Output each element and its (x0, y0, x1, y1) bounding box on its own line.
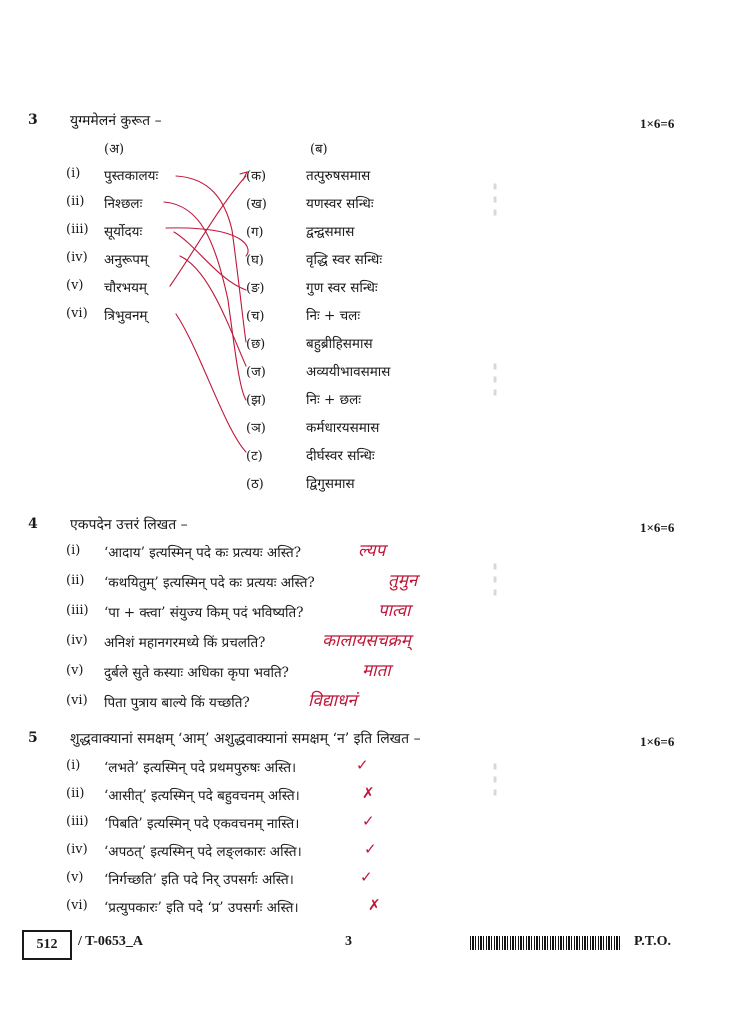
q5-item-text: ‘लभते’ इत्यस्मिन् पदे प्रथमपुरुषः अस्ति। (104, 760, 297, 776)
left-item-text: पुस्तकालयः (104, 168, 159, 184)
left-item-label: (i) (66, 166, 81, 181)
q5-handwritten-mark: ✗ (368, 896, 381, 914)
q3-marks: 1×6=6 (640, 116, 675, 131)
q5-item-text: ‘निर्गच्छति’ इति पदे निर् उपसर्गः अस्ति। (104, 872, 294, 888)
q5-item-label: (i) (66, 758, 81, 773)
q4-handwritten-answer: ल्यप (358, 541, 386, 561)
right-item-label: (ञ) (246, 421, 266, 436)
right-item-label: (क) (246, 169, 267, 184)
q4-handwritten-answer: पात्वा (378, 601, 411, 621)
q4-item-text: अनिशं महानगरमध्ये किं प्रचलति? (104, 635, 266, 651)
left-item-label: (iii) (66, 222, 89, 237)
q4-item-text: ‘आदाय’ इत्यस्मिन् पदे कः प्रत्ययः अस्ति? (104, 545, 301, 561)
q5-marks: 1×6=6 (640, 734, 675, 749)
q4-item-text: ‘कथयितुम्’ इत्यस्मिन् पदे कः प्रत्ययः अस्ति? (104, 575, 315, 591)
q4-number: 4 (28, 516, 38, 532)
q5-item-text: ‘पिबति’ इत्यस्मिन् पदे एकवचनम् नास्ति। (104, 816, 300, 832)
q4-item-label: (i) (66, 543, 81, 558)
q5-item-text: ‘प्रत्युपकारः’ इति पदे ‘प्र’ उपसर्गः अस्ति। (104, 900, 299, 916)
q5-handwritten-mark: ✓ (364, 840, 377, 858)
q4-handwritten-answer: विद्याधनं (308, 691, 357, 711)
q5-handwritten-mark: ✓ (356, 756, 369, 774)
q5-item-text: ‘अपठत्’ इत्यस्मिन् पदे लङ्लकारः अस्ति। (104, 844, 302, 860)
match-line-vi (176, 314, 246, 452)
right-item-text: निः + चलः (306, 308, 361, 324)
bleed-through-mark: ▮ ▮ ▮ (492, 181, 499, 218)
right-item-text: बहुब्रीहिसमास (306, 336, 373, 352)
match-line-iii (166, 228, 248, 256)
q4-item-text: ‘पा + क्त्वा’ संयुज्य किम् पदं भविष्यति? (104, 605, 304, 621)
right-item-text: तत्पुरुषसमास (306, 168, 371, 184)
bleed-through-mark: ▮ ▮ ▮ (492, 361, 499, 398)
q3-title: युग्ममेलनं कुरूत – (70, 113, 162, 129)
right-item-label: (ज) (246, 365, 266, 380)
footer-paper-code: / T-0653_A (78, 934, 143, 949)
left-item-label: (vi) (66, 306, 88, 321)
right-item-label: (घ) (246, 253, 264, 268)
right-item-text: दीर्घस्वर सन्धिः (306, 448, 375, 464)
right-item-text: द्वन्द्वसमास (306, 224, 355, 240)
right-item-text: कर्मधारयसमास (306, 420, 380, 436)
left-item-text: निश्छलः (104, 196, 143, 212)
right-item-text: वृद्धि स्वर सन्धिः (306, 252, 383, 268)
left-item-text: त्रिभुवनम् (104, 308, 148, 324)
left-item-text: चौरभयम् (104, 280, 147, 296)
q4-handwritten-answer: कालायसचक्रम् (322, 631, 411, 651)
footer-pto: P.T.O. (634, 934, 671, 949)
right-item-label: (छ) (246, 337, 266, 352)
match-line-iv (180, 256, 246, 366)
q5-number: 5 (28, 730, 38, 746)
q5-item-label: (iii) (66, 814, 89, 829)
right-item-text: अव्ययीभावसमास (306, 364, 391, 380)
q5-item-label: (iv) (66, 842, 88, 857)
right-item-text: गुण स्वर सन्धिः (306, 280, 378, 296)
match-line-extra (174, 232, 246, 290)
q3-col-b-head: (ब) (310, 142, 328, 157)
q5-item-text: ‘आसीत्’ इत्यस्मिन् पदे बहुवचनम् अस्ति। (104, 788, 300, 804)
right-item-label: (ग) (246, 225, 264, 240)
right-item-text: निः + छलः (306, 392, 361, 408)
right-item-label: (ख) (246, 197, 267, 212)
match-line-ii (164, 202, 246, 400)
right-item-text: द्विगुसमास (306, 476, 355, 492)
q4-handwritten-answer: माता (362, 661, 391, 681)
q4-handwritten-answer: तुमुन (388, 571, 418, 591)
q4-item-label: (vi) (66, 693, 88, 708)
q5-item-label: (v) (66, 870, 84, 885)
q4-item-label: (iii) (66, 603, 89, 618)
q5-handwritten-mark: ✓ (360, 868, 373, 886)
right-item-label: (च) (246, 309, 265, 324)
q4-item-label: (iv) (66, 633, 88, 648)
q3-col-a-head: (अ) (104, 142, 125, 157)
q5-item-label: (vi) (66, 898, 88, 913)
right-item-label: (ठ) (246, 477, 264, 492)
barcode (470, 936, 620, 950)
q5-item-label: (ii) (66, 786, 85, 801)
right-item-label: (ट) (246, 449, 263, 464)
q4-marks: 1×6=6 (640, 520, 675, 535)
q4-title: एकपदेन उत्तरं लिखत – (70, 517, 188, 533)
bleed-through-mark: ▮ ▮ ▮ (492, 761, 499, 798)
q4-item-text: दुर्बले सुते कस्याः अधिका कृपा भवति? (104, 665, 289, 681)
left-item-text: अनुरूपम् (104, 252, 149, 268)
right-item-label: (ङ) (246, 281, 265, 296)
right-item-text: यणस्वर सन्धिः (306, 196, 374, 212)
footer-page-box: 512 (22, 930, 72, 960)
left-item-text: सूर्योदयः (104, 224, 143, 240)
q5-handwritten-mark: ✗ (362, 784, 375, 802)
q3-number: 3 (28, 112, 38, 128)
left-item-label: (ii) (66, 194, 85, 209)
bleed-through-mark: ▮ ▮ ▮ (492, 561, 499, 598)
match-line-v (170, 176, 246, 286)
q4-item-label: (v) (66, 663, 84, 678)
q5-title: शुद्धवाक्यानां समक्षम् ‘आम्’ अशुद्धवाक्यानां समक्षम् ‘न’ इति लिखत – (70, 731, 421, 747)
right-item-label: (झ) (246, 393, 266, 408)
left-item-label: (v) (66, 278, 84, 293)
q5-handwritten-mark: ✓ (362, 812, 375, 830)
q4-item-label: (ii) (66, 573, 85, 588)
left-item-label: (iv) (66, 250, 88, 265)
q4-item-text: पिता पुत्राय बाल्ये किं यच्छति? (104, 695, 250, 711)
match-line-i (176, 176, 246, 342)
footer-page-number: 3 (345, 934, 352, 949)
